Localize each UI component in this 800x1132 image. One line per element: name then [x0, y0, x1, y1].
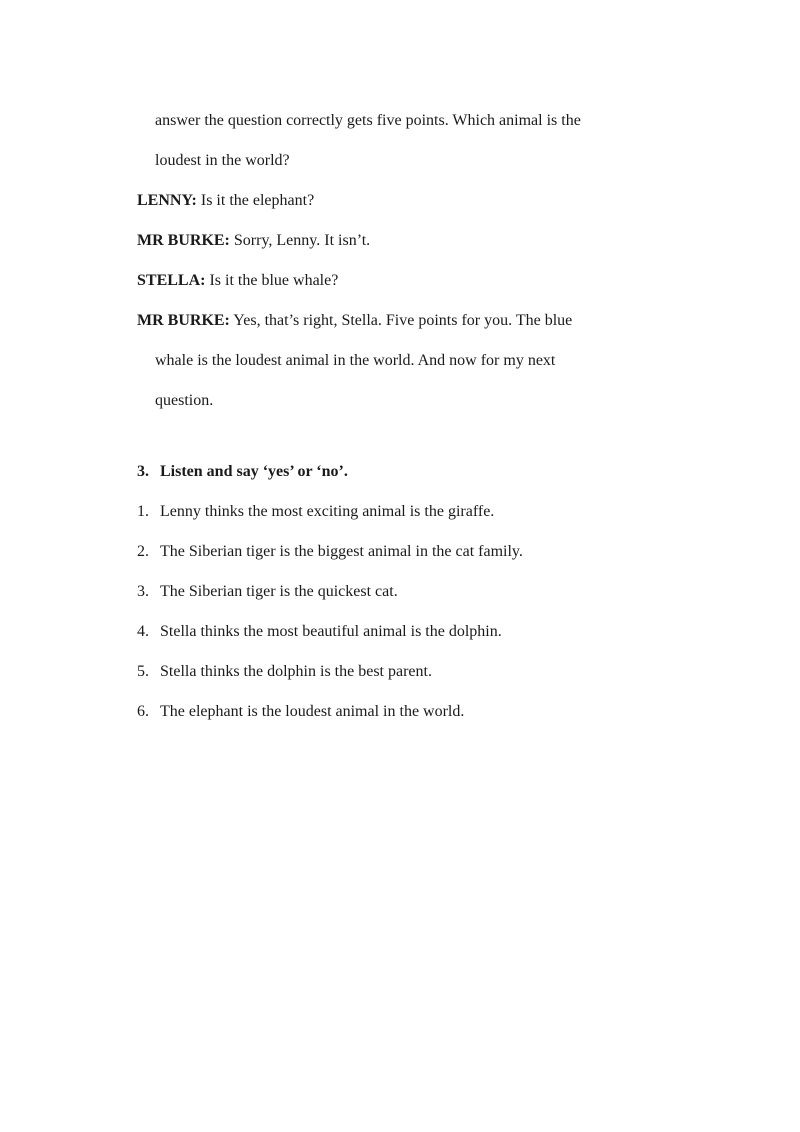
- list-item: [137, 572, 697, 612]
- dialogue-section: [137, 101, 657, 421]
- list-item: [137, 532, 697, 572]
- speech-text: Sorry, Lenny. It isn’t.: [233, 232, 371, 249]
- dialogue-turn: [137, 301, 657, 341]
- dialogue-continuation-line: answer the question correctly gets five points. Which animal is the: [155, 112, 581, 129]
- speech-text: Is it the blue whale?: [209, 272, 339, 289]
- dialogue-turn: [137, 181, 657, 221]
- item-number: 2.: [137, 543, 149, 560]
- item-text: The elephant is the loudest animal in the world.: [160, 703, 465, 720]
- speech-continuation: question.: [155, 392, 214, 409]
- speech-text: Yes, that’s right, Stella. Five points for you. The blue: [233, 312, 573, 329]
- dialogue-continuation-line: loudest in the world?: [155, 152, 290, 169]
- exercise-number: 3.: [137, 463, 149, 480]
- speaker-name: MR BURKE:: [137, 232, 230, 249]
- item-text: The Siberian tiger is the biggest animal in the cat family.: [160, 543, 523, 560]
- item-text: Lenny thinks the most exciting animal is the giraffe.: [160, 503, 495, 520]
- speaker-name: STELLA:: [137, 272, 206, 289]
- exercise-item-list: [137, 492, 697, 732]
- speaker-name: LENNY:: [137, 192, 197, 209]
- item-text: The Siberian tiger is the quickest cat.: [160, 583, 398, 600]
- item-number: 4.: [137, 623, 149, 640]
- list-item: [137, 492, 697, 532]
- list-item: [137, 692, 697, 732]
- speaker-name: MR BURKE:: [137, 312, 230, 329]
- item-number: 1.: [137, 503, 149, 520]
- exercise-section: [137, 452, 697, 732]
- list-item: [137, 612, 697, 652]
- list-item: [137, 652, 697, 692]
- item-number: 3.: [137, 583, 149, 600]
- item-text: Stella thinks the most beautiful animal is the dolphin.: [160, 623, 502, 640]
- dialogue-turn: [137, 221, 657, 261]
- item-number: 6.: [137, 703, 149, 720]
- exercise-title: Listen and say ‘yes’ or ‘no’.: [160, 463, 348, 480]
- dialogue-turn: [137, 261, 657, 301]
- speech-text: Is it the elephant?: [200, 192, 315, 209]
- item-number: 5.: [137, 663, 149, 680]
- exercise-heading: [137, 452, 697, 492]
- speech-continuation: whale is the loudest animal in the world. And now for my next: [155, 352, 556, 369]
- item-text: Stella thinks the dolphin is the best parent.: [160, 663, 432, 680]
